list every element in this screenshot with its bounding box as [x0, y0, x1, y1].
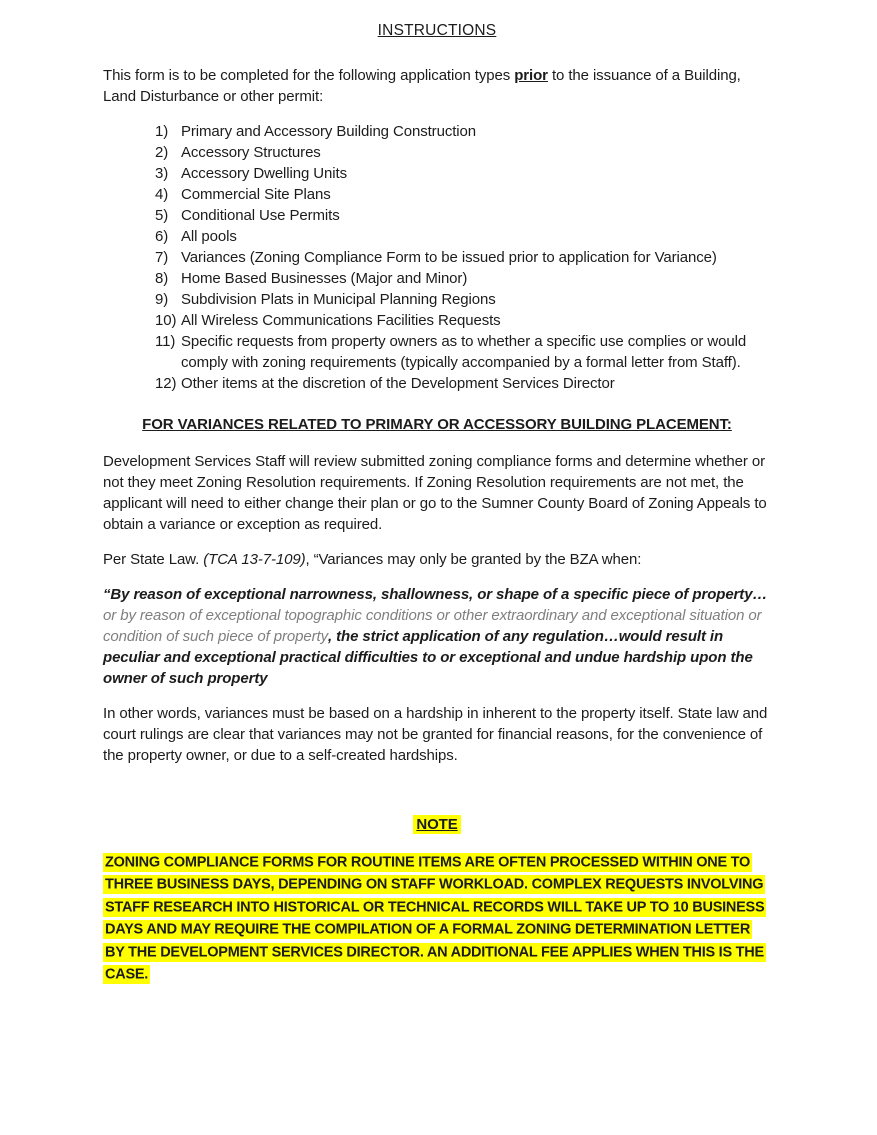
- intro-emphasis-prior: prior: [514, 67, 548, 84]
- quote-bold-part-2: , the strict application of any regulation…would result in peculiar and exceptional practical difficulties to or exceptional and undue hardship upon the owner of such property: [103, 628, 753, 687]
- statute-quote-paragraph: [103, 584, 771, 689]
- variance-section-heading: FOR VARIANCES RELATED TO PRIMARY OR ACCESSORY BUILDING PLACEMENT:: [142, 416, 732, 433]
- hardship-paragraph: In other words, variances must be based on a hardship in inherent to the property itself. State law and court rulings are clear that variances may not be granted for financial reasons, for the convenience of the property owner, or due to a self-created hardships.: [103, 705, 768, 764]
- note-heading: [103, 814, 771, 835]
- list-item-text: Specific requests from property owners as to whether a specific use complies or would comply with zoning requirements (typically accompanied by a formal letter from Staff).: [181, 333, 747, 371]
- list-item-text: Variances (Zoning Compliance Form to be issued prior to application for Variance): [181, 249, 717, 266]
- intro-text-after: to the issuance of a Building, Land Disturbance or other permit:: [103, 67, 741, 105]
- note-body-highlighted-text: ZONING COMPLIANCE FORMS FOR ROUTINE ITEMS ARE OFTEN PROCESSED WITHIN ONE TO THREE BUSINESS DAYS, DEPENDING ON STAFF WORKLOAD. COMPLEX REQUESTS INVOLVING STAFF RESEARCH INTO HISTORICAL OR TECHNICAL RECORDS WILL TAKE UP TO 10 BUSINESS DAYS AND MAY REQUIRE THE COMPILATION OF A FORMAL ZONING DETERMINATION LETTER BY THE DEVELOPMENT SERVICES DIRECTOR. AN ADDITIONAL FEE APPLIES WHEN THIS IS THE CASE.: [105, 854, 765, 983]
- list-item: [155, 289, 771, 310]
- list-item-text: Primary and Accessory Building Construction: [181, 123, 476, 140]
- quote-gray-part: or by reason of exceptional topographic conditions or other extraordinary and exceptional situation or condition of such piece of property: [103, 607, 762, 645]
- list-item-number: 12): [155, 375, 177, 392]
- intro-paragraph: [103, 65, 771, 107]
- list-item: [155, 373, 771, 394]
- list-item-number: 6): [155, 228, 169, 245]
- tca-citation: (TCA 13-7-109): [203, 551, 306, 568]
- list-item-number: 2): [155, 144, 169, 161]
- state-law-suffix: , “Variances may only be granted by the BZA when:: [305, 551, 642, 568]
- list-item-number: 4): [155, 186, 169, 203]
- list-item: [155, 121, 771, 142]
- list-item-text: All Wireless Communications Facilities Requests: [181, 312, 501, 329]
- instructions-title: INSTRUCTIONS: [377, 22, 497, 39]
- list-item-number: 5): [155, 207, 169, 224]
- list-item: [155, 310, 771, 331]
- note-label: NOTE: [413, 815, 460, 834]
- state-law-prefix: Per State Law.: [103, 551, 204, 568]
- list-item-text: Home Based Businesses (Major and Minor): [181, 270, 468, 287]
- list-item-text: Subdivision Plats in Municipal Planning Regions: [181, 291, 496, 308]
- list-item-text: Other items at the discretion of the Development Services Director: [181, 375, 615, 392]
- list-item: [155, 205, 771, 226]
- list-item: [155, 268, 771, 289]
- list-item-number: 7): [155, 249, 169, 266]
- list-item-number: 9): [155, 291, 169, 308]
- list-item-text: All pools: [181, 228, 237, 245]
- list-item-number: 8): [155, 270, 169, 287]
- list-item-text: Accessory Dwelling Units: [181, 165, 347, 182]
- list-item-text: Conditional Use Permits: [181, 207, 340, 224]
- list-item-text: Commercial Site Plans: [181, 186, 331, 203]
- note-body-paragraph: [103, 851, 771, 986]
- application-types-list: [155, 121, 771, 394]
- list-item-text: Accessory Structures: [181, 144, 321, 161]
- quote-bold-part-1: “By reason of exceptional narrowness, shallowness, or shape of a specific piece of property…: [103, 586, 768, 603]
- list-item: [155, 226, 771, 247]
- review-paragraph: Development Services Staff will review submitted zoning compliance forms and determine whether or not they meet Zoning Resolution requirements. If Zoning Resolution requirements are not met, the applicant will need to either change their plan or go to the Sumner County Board of Zoning Appeals to obtain a variance or exception as required.: [103, 453, 767, 533]
- intro-text-before: This form is to be completed for the following application types: [103, 67, 515, 84]
- list-item: [155, 247, 771, 268]
- list-item: [155, 163, 771, 184]
- list-item-number: 11): [155, 333, 176, 350]
- list-item-number: 10): [155, 312, 177, 329]
- list-item: [155, 142, 771, 163]
- list-item: [155, 184, 771, 205]
- list-item: [155, 331, 771, 373]
- state-law-paragraph: [103, 549, 771, 570]
- list-item-number: 1): [155, 123, 169, 140]
- list-item-number: 3): [155, 165, 169, 182]
